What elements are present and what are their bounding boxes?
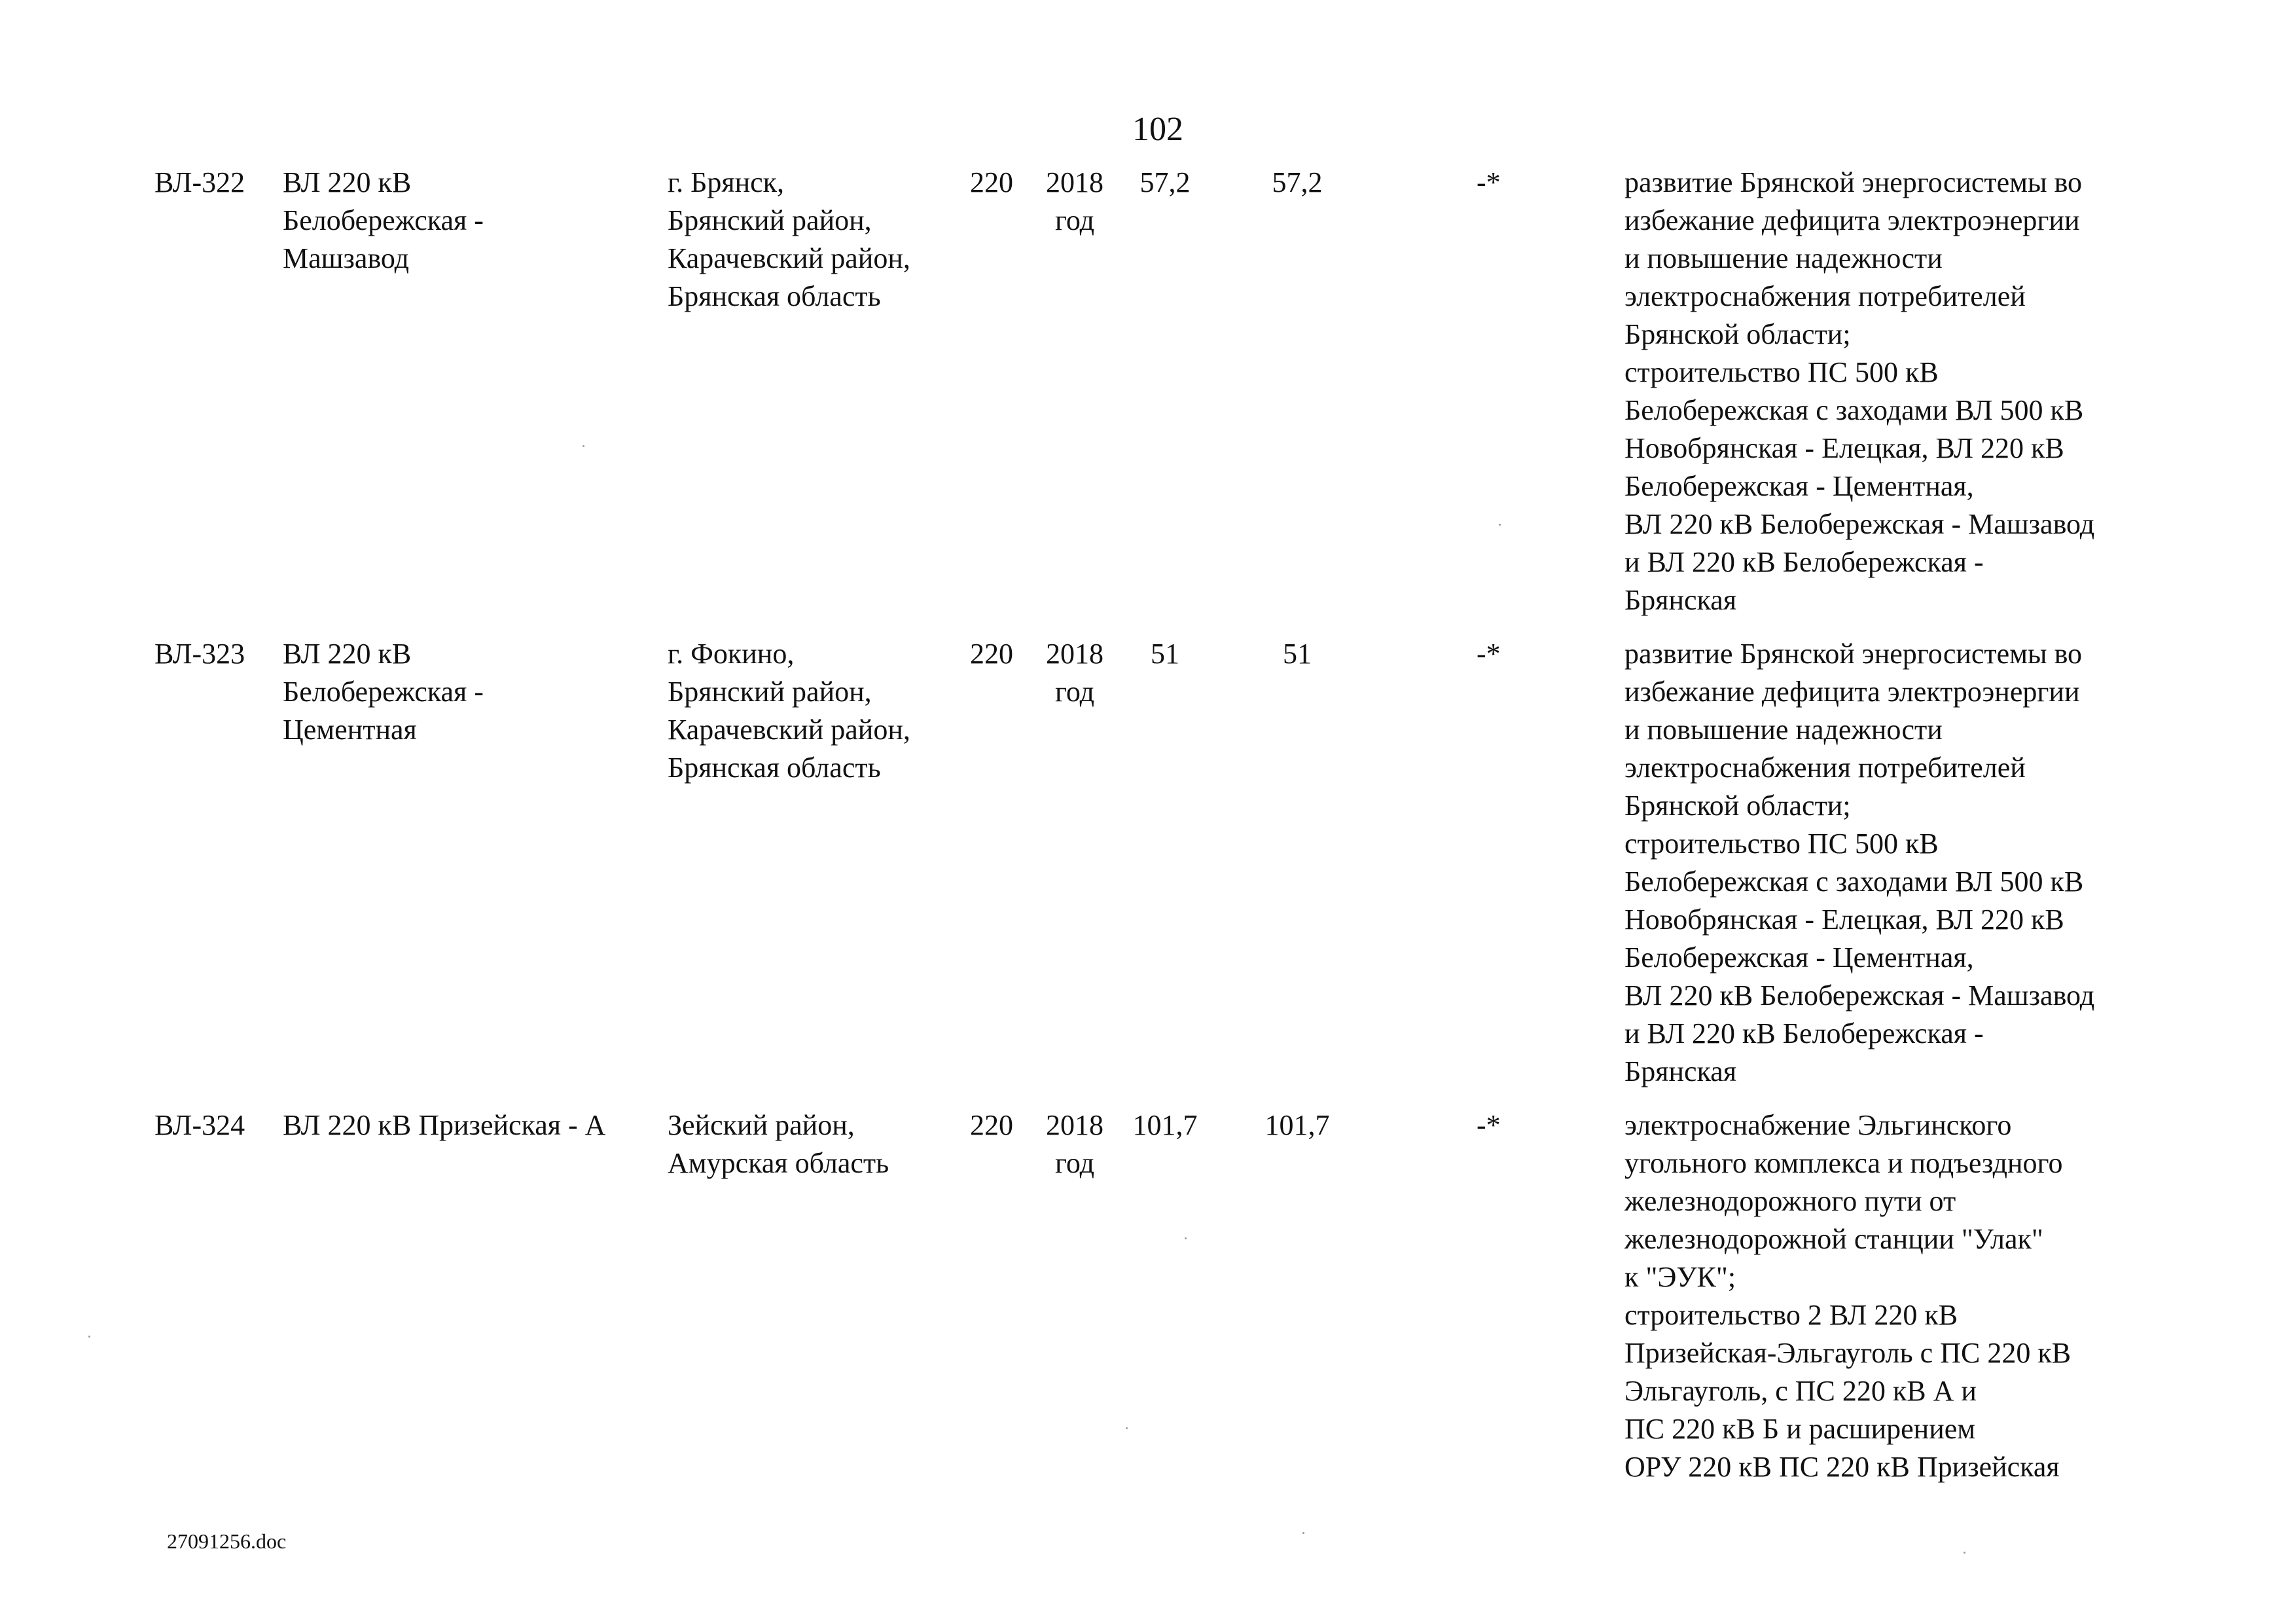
page-number: 102 [1132, 111, 1183, 148]
scan-speck [1964, 1552, 1965, 1554]
scan-speck [1499, 524, 1501, 526]
line-length-total: 57,2 [1272, 166, 1323, 198]
scan-speck [88, 1336, 90, 1338]
line-length: 51 [1151, 638, 1179, 670]
line-length: 101,7 [1132, 1109, 1198, 1141]
line-code: ВЛ-324 [154, 1109, 245, 1141]
footer-file-name: 27091256.doc [167, 1529, 287, 1553]
line-purpose: электроснабжение Эльгинского угольного комплекса и подъездного железнодорожного пути от железнодорожной станции "Улак" к "ЭУК"; строительство 2 ВЛ 220 кВ Призейская-Эльгауголь с ПС 220 кВ Эльгауголь, с ПС 220 кВ А и ПС 220 кВ Б и расширением ОРУ 220 кВ ПС 220 кВ Призейская [1624, 1109, 2072, 1483]
line-purpose: развитие Брянской энергосистемы во избежание дефицита электроэнергии и повышение надежности электроснабжения потребителей Брянской области; строительство ПС 500 кВ Белобережская с заходами ВЛ 500 кВ Новобрянская - Елецкая, ВЛ 220 кВ Белобережская - Цементная, ВЛ 220 кВ Белобережская - Машзавод и ВЛ 220 кВ Белобережская - Брянская [1624, 638, 2095, 1087]
line-name: ВЛ 220 кВ Белобережская - Машзавод [283, 166, 484, 274]
scan-speck [583, 445, 584, 447]
scan-speck [1302, 1532, 1304, 1534]
scan-speck [1185, 1237, 1187, 1239]
line-length: 57,2 [1139, 166, 1191, 198]
line-year: 2018 год [1046, 1109, 1103, 1179]
line-year: 2018 год [1046, 638, 1103, 708]
line-other-value: -* [1477, 1109, 1501, 1141]
line-other-value: -* [1477, 166, 1501, 198]
line-year: 2018 год [1046, 166, 1103, 236]
line-name: ВЛ 220 кВ Призейская - А [283, 1109, 606, 1141]
line-length-total: 101,7 [1265, 1109, 1330, 1141]
line-name: ВЛ 220 кВ Белобережская - Цементная [283, 638, 484, 746]
line-other-value: -* [1477, 638, 1501, 670]
line-length-total: 51 [1283, 638, 1312, 670]
line-location: г. Брянск, Брянский район, Карачевский район, Брянская область [668, 166, 910, 312]
line-location: г. Фокино, Брянский район, Карачевский район, Брянская область [668, 638, 910, 784]
line-voltage: 220 [970, 166, 1013, 198]
scan-speck [1126, 1427, 1128, 1429]
line-code: ВЛ-322 [154, 166, 245, 198]
line-voltage: 220 [970, 638, 1013, 670]
line-purpose: развитие Брянской энергосистемы во избежание дефицита электроэнергии и повышение надежности электроснабжения потребителей Брянской области; строительство ПС 500 кВ Белобережская с заходами ВЛ 500 кВ Новобрянская - Елецкая, ВЛ 220 кВ Белобережская - Цементная, ВЛ 220 кВ Белобережская - Машзавод и ВЛ 220 кВ Белобережская - Брянская [1624, 166, 2095, 616]
line-code: ВЛ-323 [154, 638, 245, 670]
line-voltage: 220 [970, 1109, 1013, 1141]
line-location: Зейский район, Амурская область [668, 1109, 889, 1179]
